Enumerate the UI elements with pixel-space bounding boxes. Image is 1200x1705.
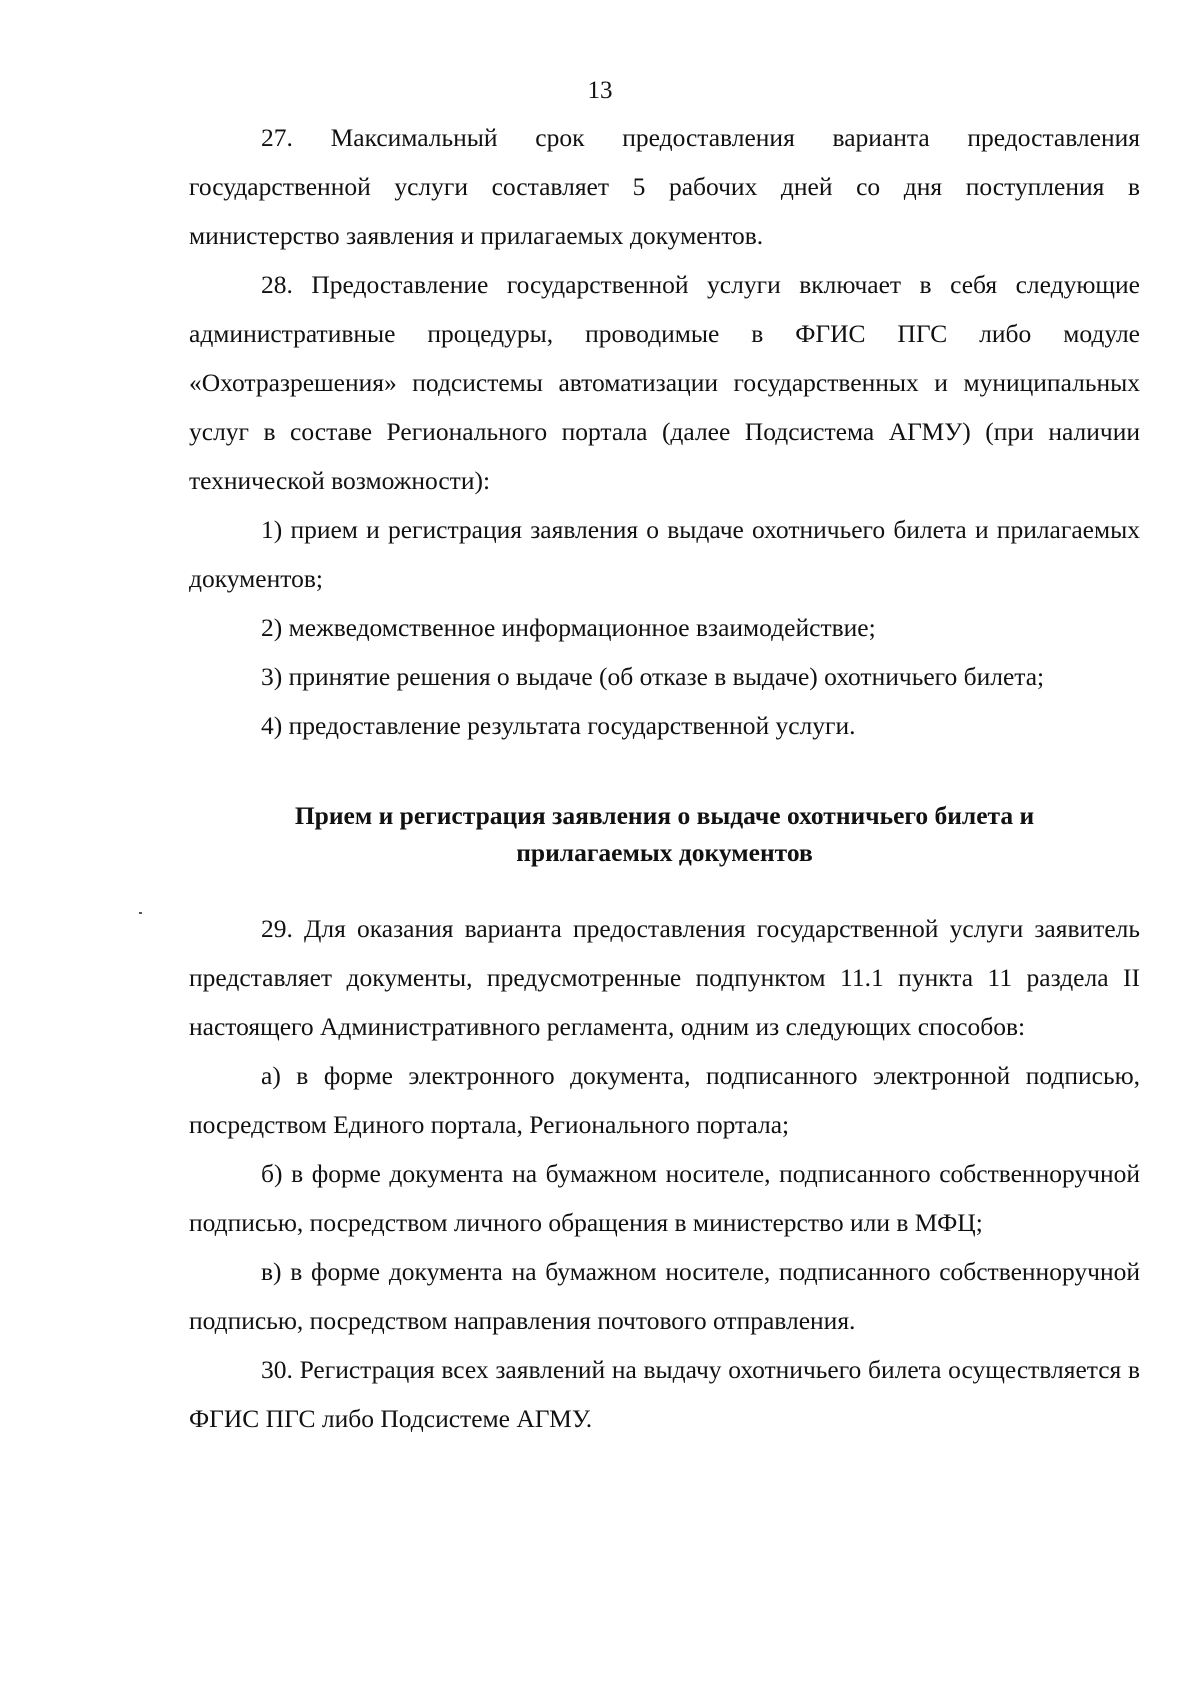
heading-line-1: Прием и регистрация заявления о выдаче охотничьего билета и — [294, 801, 1035, 830]
list-item-1: 1) прием и регистрация заявления о выдаче охотничьего билета и прилагаемых документов; — [189, 515, 1140, 593]
section-procedures — [189, 113, 1140, 750]
scan-speck — [139, 912, 142, 914]
heading-line-2: прилагаемых документов — [516, 838, 813, 867]
section-heading — [189, 797, 1140, 871]
method-b: б) в форме документа на бумажном носителе, подписанного собственноручной подписью, посредством личного обращения в министерство или в МФЦ; — [189, 1159, 1140, 1237]
list-item-3: 3) принятие решения о выдаче (об отказе в выдаче) охотничьего билета; — [261, 662, 1045, 691]
method-a: а) в форме электронного документа, подписанного электронной подписью, посредством Единого портала, Регионального портала; — [189, 1061, 1140, 1139]
section-registration — [189, 904, 1140, 1443]
paragraph-30: 30. Регистрация всех заявлений на выдачу охотничьего билета осуществляется в ФГИС ПГС либо Подсистеме АГМУ. — [189, 1355, 1140, 1433]
paragraph-28: 28. Предоставление государственной услуги включает в себя следующие административные процедуры, проводимые в ФГИС ПГС либо модуле «Охотразрешения» подсистемы автоматизации государственных и муниципальных услуг в составе Регионального портала (далее Подсистема АГМУ) (при наличии технической возможности): — [189, 270, 1140, 495]
list-item-4: 4) предоставление результата государственной услуги. — [261, 711, 856, 740]
list-item-2: 2) межведомственное информационное взаимодействие; — [261, 613, 876, 642]
method-c: в) в форме документа на бумажном носителе, подписанного собственноручной подписью, посредством направления почтового отправления. — [189, 1257, 1140, 1335]
paragraph-27: 27. Максимальный срок предоставления варианта предоставления государственной услуги составляет 5 рабочих дней со дня поступления в министерство заявления и прилагаемых документов. — [189, 123, 1140, 250]
page-number: 13 — [587, 77, 613, 104]
paragraph-29: 29. Для оказания варианта предоставления государственной услуги заявитель представляет документы, предусмотренные подпунктом 11.1 пункта 11 раздела II настоящего Административного регламента, одним из следующих способов: — [189, 914, 1140, 1041]
